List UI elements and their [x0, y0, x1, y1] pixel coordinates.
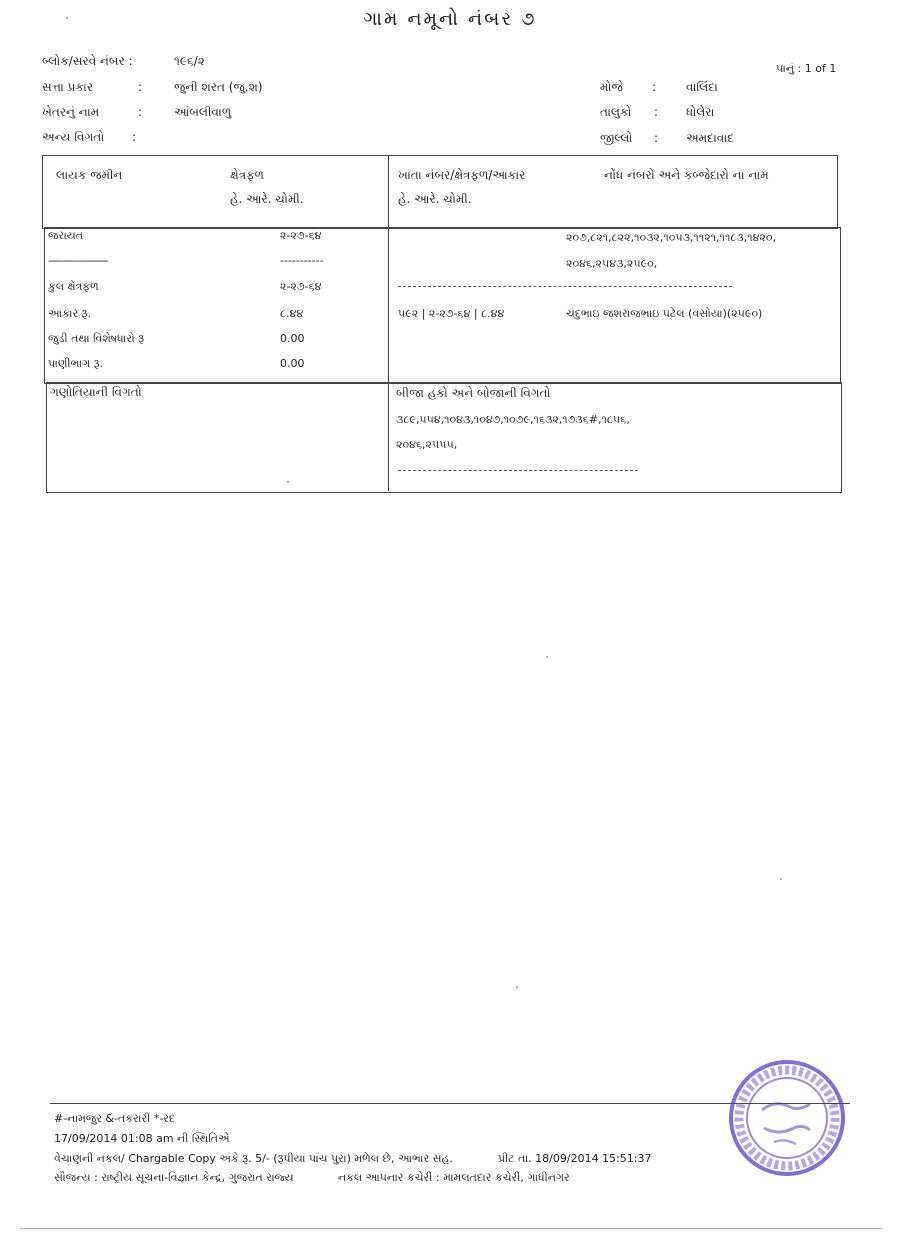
document-title: ગામ નમૂનો નંબર ૭: [363, 8, 537, 30]
footer-status: 17/09/2014 01:08 am ની સ્થિતિએ: [54, 1132, 230, 1145]
village-label: મોજે: [600, 80, 623, 94]
footer-courtesy: સૌજન્ય : રાષ્ટ્રીય સૂચના-વિજ્ઞાન કેન્દ્ર, ગુજરાત રાજ્ય: [54, 1171, 294, 1184]
land-row-label: કુલ ક્ષેત્રફળ: [48, 280, 99, 293]
footer-fee: વેચાણની નકલ/ Chargable Copy અંકે રૂ. 5/- (રૂપીયા પાંચ પુરા) મળેલ છે, આભાર સહ.: [54, 1152, 453, 1165]
scan-speck: [780, 878, 782, 880]
field-name-sep: :: [138, 105, 143, 119]
header-area: ક્ષેત્રફળ: [230, 168, 265, 182]
rights-divider: [388, 382, 389, 491]
other-details-sep: :: [132, 130, 137, 144]
tenancy-label: ગણોતિયાની વિગતો: [50, 385, 142, 399]
taluka-label: તાલુકો: [600, 105, 632, 119]
tenure-value: જુની શરત (જુ.શ): [174, 80, 263, 94]
header-area-unit: હે. આરે. ચોમી.: [230, 192, 304, 206]
account-entry: ૫૯૨ | ૨-૨૭-૬૪ | ૮.૪૪: [398, 307, 505, 320]
village-value: વાલિંદા: [686, 80, 718, 94]
rights-values-line: ૩૮૯,૫૫૪,૧૦૪૩,૧૦૪૭,૧૦૭૯,૧૬૩૨,૧૭૩૬#,૧૮૫૬,: [396, 413, 630, 426]
other-details-label: અન્ય વિગતો: [42, 130, 105, 144]
field-name-value: આંબલીવાળુ: [174, 105, 232, 119]
official-stamp: [722, 1050, 852, 1180]
entry-numbers-line: ૨૦૭,૮૨૧,૮૨૨,૧૦૩૨,૧૦૫૩,૧૧૨૧,૧૧૮૩,૧૪૨૦,: [566, 231, 776, 244]
footer-office: નકલ આપનાર કચેરી : મામલતદાર કચેરી, ગાંધીનગર: [338, 1171, 570, 1184]
field-name-label: ખેતરનું નામ: [42, 105, 100, 119]
header-divider: [388, 155, 389, 227]
land-row-label: પાણીભાગ રૂ.: [48, 357, 103, 370]
land-row-value: 0.00: [280, 357, 305, 370]
land-row-label: જુડી તથા વિશેષધારો રૂ: [48, 332, 145, 345]
scan-speck: [516, 986, 518, 988]
scan-speck: [287, 481, 289, 483]
land-row-value: 0.00: [280, 332, 305, 345]
header-owners: નોંધ નંબરો અને કબ્જેદારો ના નામ: [604, 168, 769, 182]
footer-print-date: પ્રીટ તા. 18/09/2014 15:51:37: [498, 1152, 652, 1165]
taluka-sep: :: [654, 105, 659, 119]
entry-separator: [398, 286, 732, 287]
land-row-separator: --------------------: [48, 254, 108, 267]
land-row-value: ૨-૨૭-૬૪: [280, 280, 322, 293]
land-row-label: જરાયત: [48, 229, 84, 242]
footer-legend: #-નામંજુર &-તકરારી *-રદ: [54, 1112, 176, 1125]
page-info: પાનું : 1 of 1: [776, 62, 837, 75]
tenure-sep: :: [138, 80, 143, 94]
district-value: અમદાવાદ: [686, 131, 734, 145]
header-account-unit: હે. આરે. ચોમી.: [398, 192, 472, 206]
header-land-type: લાયક જમીન: [56, 168, 123, 182]
entry-numbers-line: ૨૦૪૬,૨૫૪૩,૨૫૯૦,: [566, 257, 658, 270]
land-row-separator-value: -----------: [280, 254, 324, 267]
body-divider: [388, 227, 389, 382]
rights-label: બીજા હકો અને બોજાની વિગતો: [396, 386, 551, 400]
survey-number-label: બ્લોક/સરવે નંબર :: [42, 54, 133, 68]
survey-number-value: ૧૯૬/૨: [174, 54, 205, 68]
land-row-label: આકાર રૂ.: [48, 307, 91, 320]
scan-speck: [546, 656, 548, 658]
owner-name: ચંદુભાઇ જશરાજભાઇ પટેલ (વસોયા)(૨૫૯૦): [566, 307, 763, 320]
land-row-value: ૨-૨૭-૬૪: [280, 229, 322, 242]
tenure-label: સત્તા પ્રકાર: [42, 80, 94, 94]
stamp-seal-icon: [722, 1050, 852, 1180]
district-label: જીલ્લો: [600, 131, 633, 145]
page-bottom-rule: [20, 1228, 882, 1229]
taluka-value: ધોલેરા: [686, 105, 715, 119]
district-sep: :: [654, 131, 659, 145]
village-sep: :: [652, 80, 657, 94]
rights-values-line: ૨૦૪૬,૨૫૫૫,: [396, 438, 458, 451]
header-account: ખાતા નંબર/ક્ષેત્રફળ/આકાર: [398, 168, 526, 182]
scan-speck: [66, 17, 68, 19]
land-row-value: ૮.૪૪: [280, 307, 304, 320]
table-body-box: [44, 227, 841, 384]
rights-separator: [398, 470, 638, 471]
